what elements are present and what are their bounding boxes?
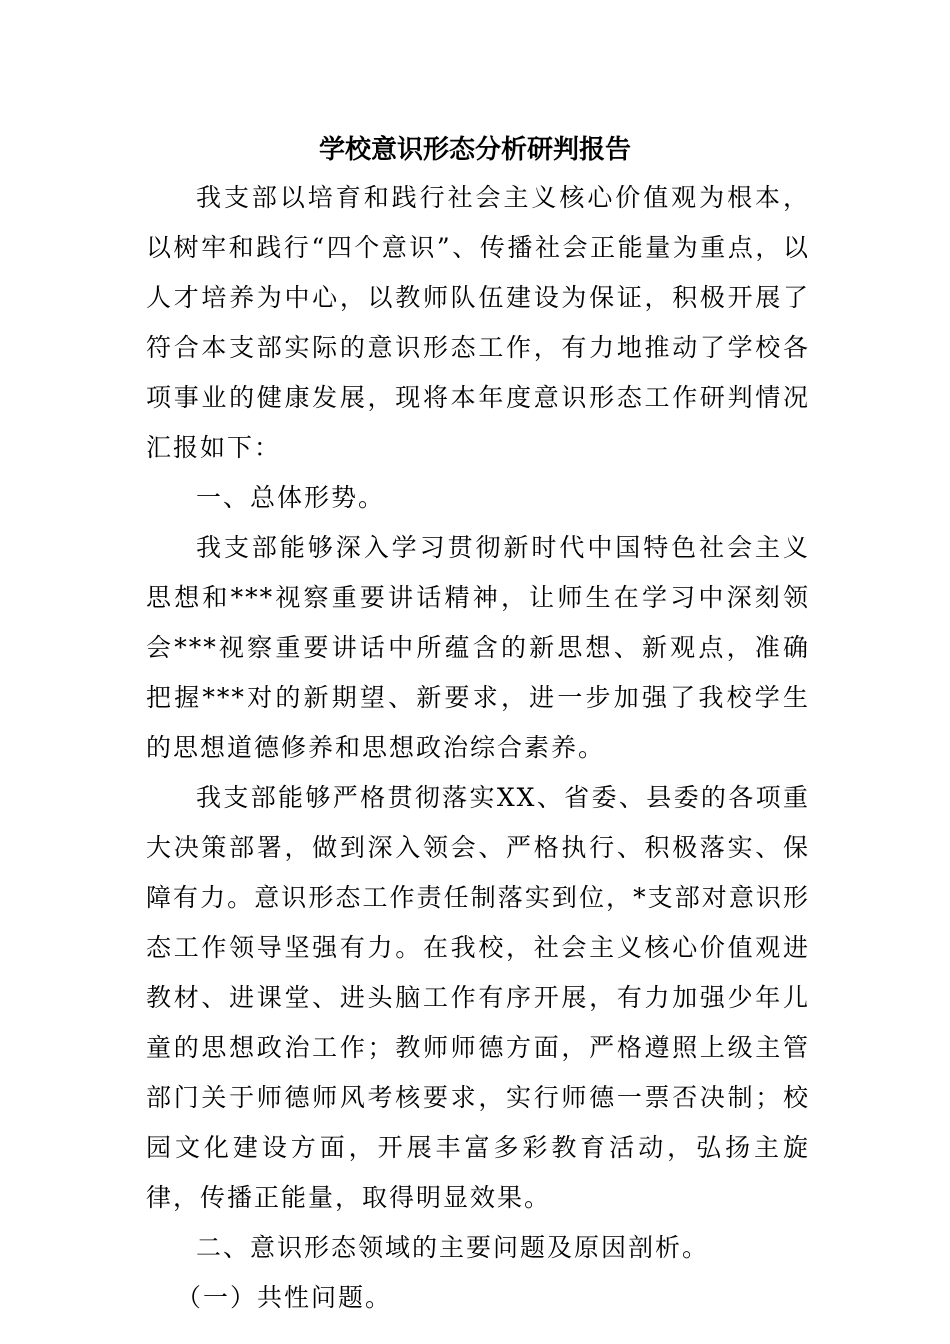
document-title: 学校意识形态分析研判报告 [318, 135, 631, 165]
paragraph-study: 我支部能够深入学习贯彻新时代中国特色社会主义思想和***视察重要讲话精神，让师生在学习中深刻领会***视察重要讲话中所蕴含的新思想、新观点，准确把握***对的新期望、新要求，进一步加强了我校学生的思想道德修养和思想政治综合素养。 [146, 533, 810, 762]
paragraph-implementation: 我支部能够严格贯彻落实XX、省委、县委的各项重大决策部署，做到深入领会、严格执行、积极落实、保障有力。意识形态工作责任制落实到位，*支部对意识形态工作领导坚强有力。在我校，社会主义核心价值观进教材、进课堂、进头脑工作有序开展，有力加强少年儿童的思想政治工作；教师师德方面，严格遵照上级主管部门关于师德师风考核要求，实行师德一票否决制；校园文化建设方面，开展丰富多彩教育活动，弘扬主旋律，传播正能量，取得明显效果。 [146, 783, 810, 1212]
section-heading-problems: 二、意识形态领域的主要问题及原因剖析。 [196, 1233, 710, 1262]
paragraph-intro: 我支部以培育和践行社会主义核心价值观为根本，以树牢和践行“四个意识”、传播社会正能量为重点，以人才培养为中心，以教师队伍建设为保证，积极开展了符合本支部实际的意识形态工作，有力地推动了学校各项事业的健康发展，现将本年度意识形态工作研判情况汇报如下： [146, 183, 810, 462]
section-heading-overall-situation: 一、总体形势。 [196, 483, 386, 512]
document-body [146, 173, 810, 1323]
subsection-heading-common-problems: （一）共性问题。 [176, 1283, 393, 1312]
